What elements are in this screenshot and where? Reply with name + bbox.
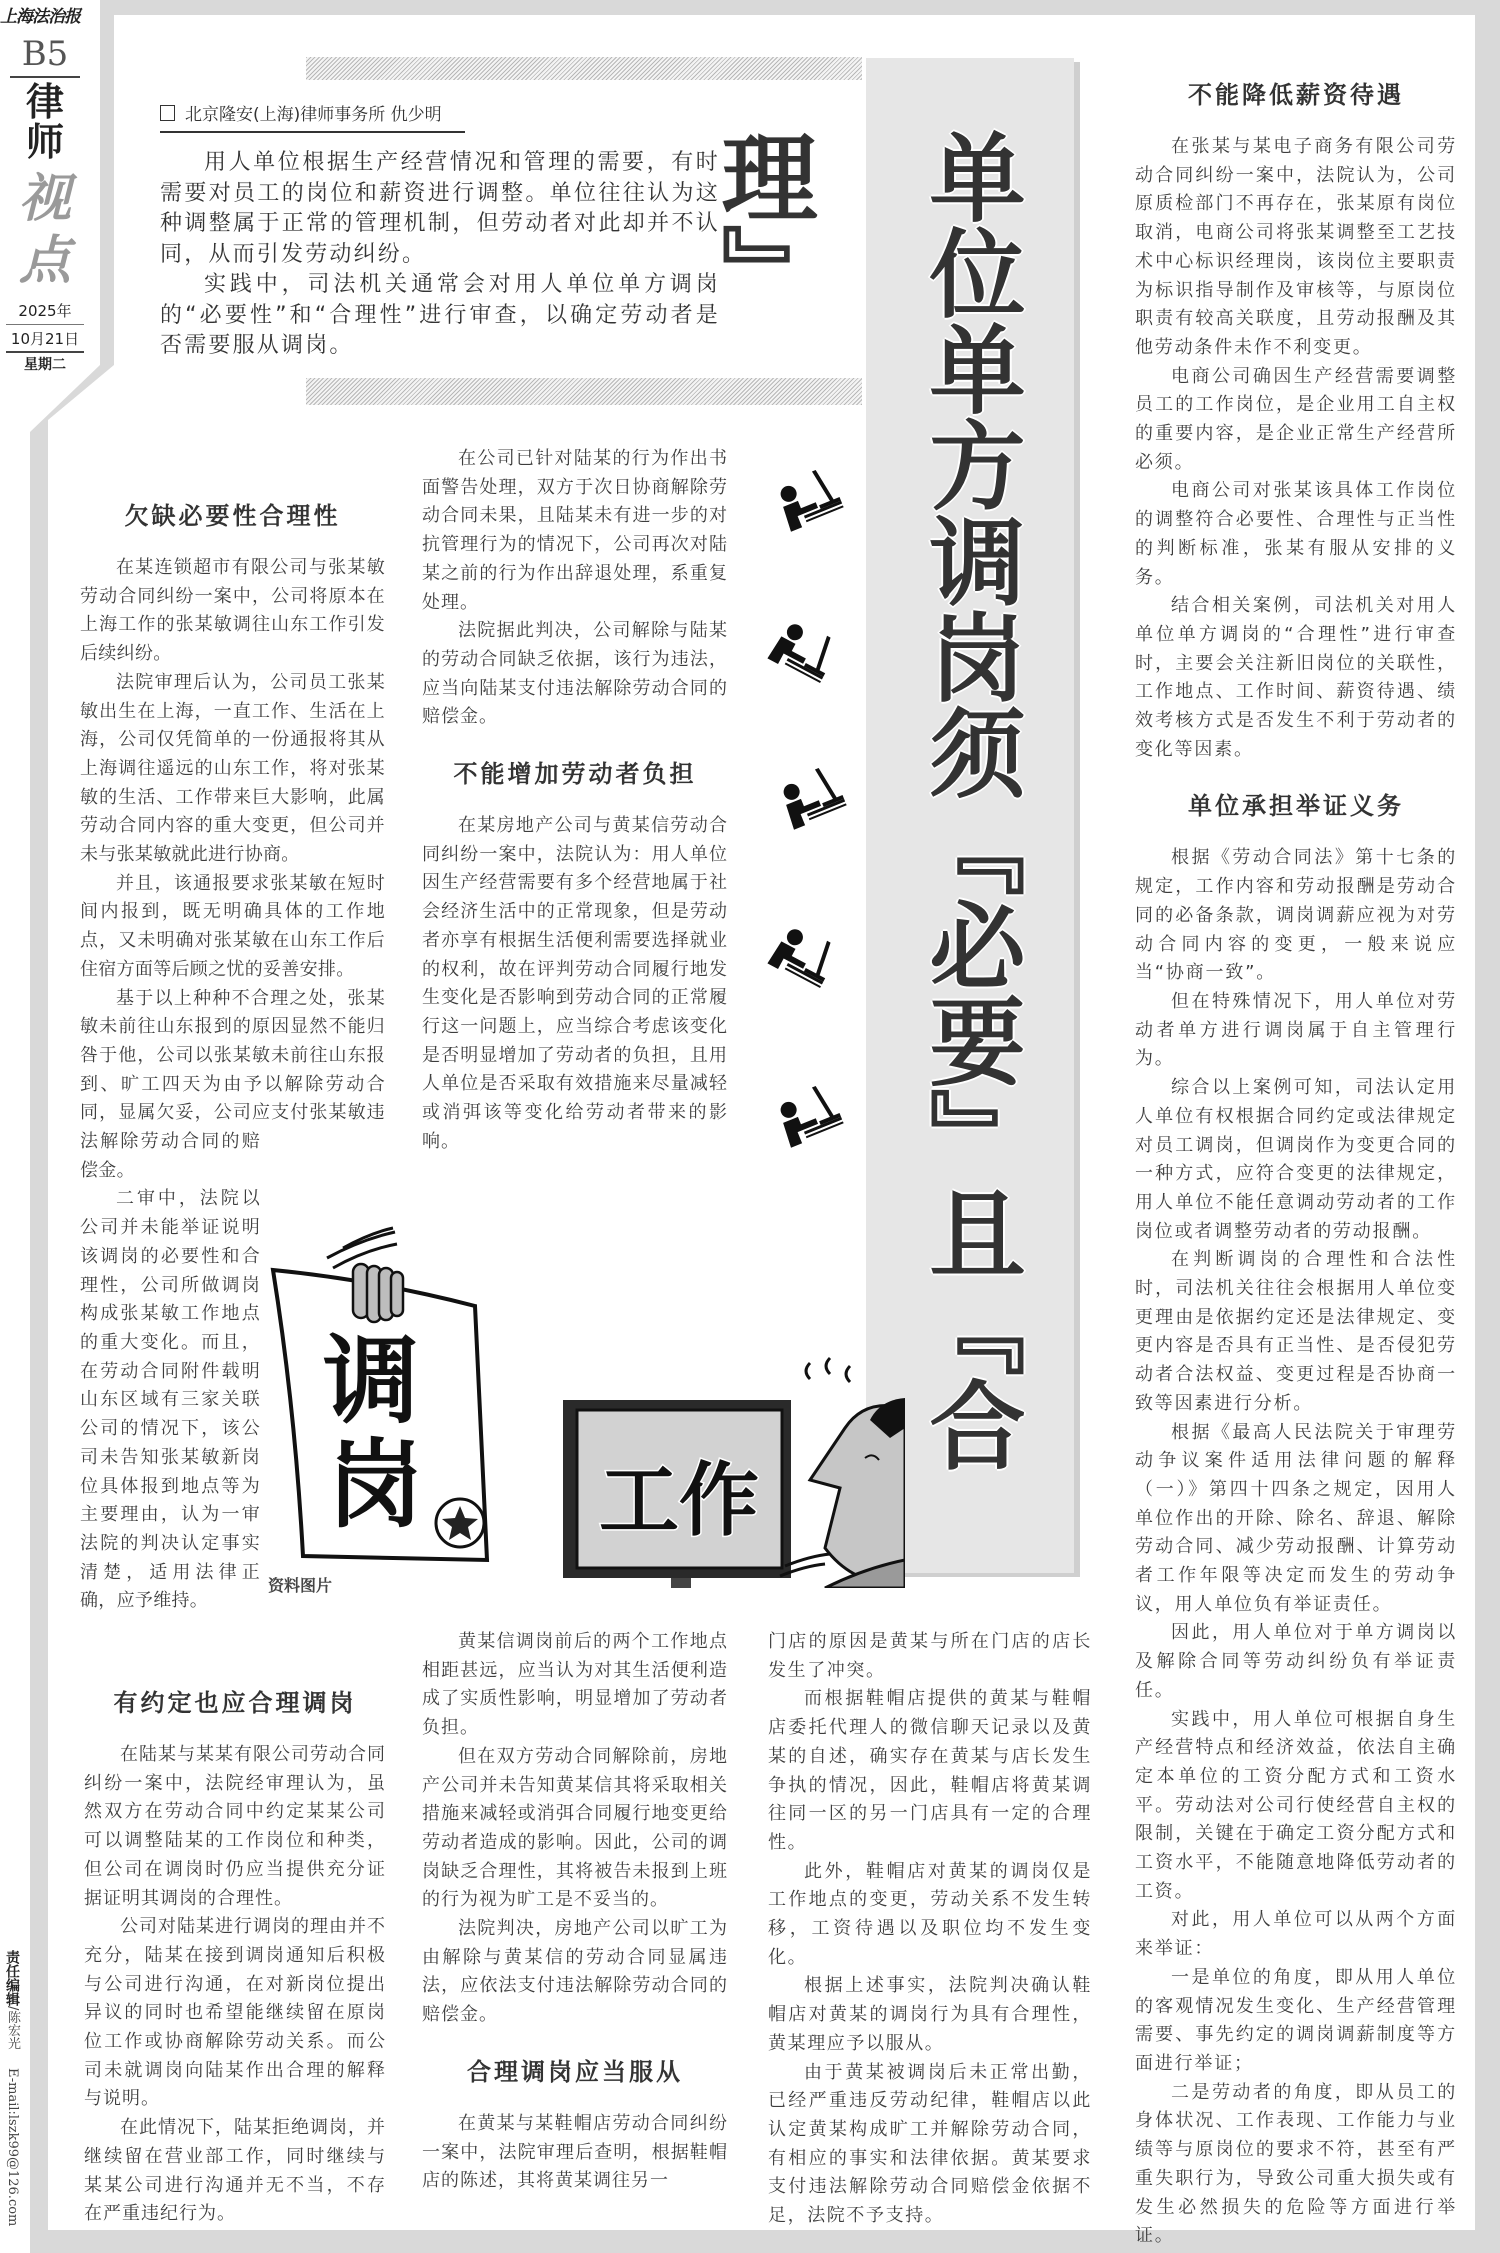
editor-credit: [2, 1950, 22, 2226]
author-byline: [160, 100, 465, 133]
paragraph: 在某连锁超市有限公司与张某敏劳动合同纠纷一案中，公司将原本在上海工作的张某敏调往山东工作引发后续纠纷。: [80, 557, 385, 665]
hatch-band-top: [306, 57, 862, 80]
paragraph: 因此，用人单位对于单方调岗以及解除合同等劳动纠纷负有举证责任。: [1135, 1622, 1457, 1701]
paragraph: 在黄某与某鞋帽店劳动合同纠纷一案中，法院审理后查明，根据鞋帽店的陈述，其将黄某调往另一: [422, 2112, 728, 2192]
paragraph: 根据《最高人民法院关于审理劳动争议案件适用法律问题的解释（一）》第四十四条之规定，因用人单位作出的开除、除名、辞退、解除劳动合同、减少劳动报酬、计算劳动者工作年限等决定而发生的劳动争议，用人单位负有举证责任。: [1135, 1421, 1457, 1615]
motion-lines: [327, 1228, 397, 1268]
worried-man: [780, 1358, 905, 1588]
page-number: B5: [10, 34, 80, 78]
paragraph: 公司对陆某进行调岗的理由并不充分，陆某在接到调岗通知后积极与公司进行沟通，在对新岗位提出异议的同时也希望能继续留在原岗位工作或协商解除劳动关系。而公司未就调岗向陆某作出合理的解释与说明。: [84, 1916, 386, 2110]
column-middle-bottom: [422, 1628, 728, 2196]
sign-text-work: 工作: [599, 1454, 759, 1547]
paragraph: 综合以上案例可知，司法认定用人单位有权根据合同约定或法律规定对员工调岗，但调岗作为变更合同的一种方式，应符合变更的法律规定，用人单位不能任意调动劳动者的工作岗位或者调整劳动者的劳动报酬。: [1135, 1077, 1457, 1242]
article-lead: [160, 148, 720, 362]
paragraph: 在此情况下，陆某拒绝调岗，并继续留在营业部工作，同时继续与某某公司进行沟通并无不当，不存在严重违纪行为。: [84, 2117, 386, 2225]
column-right: [1135, 79, 1457, 2251]
paragraph: 根据上述事实，法院判决确认鞋帽店对黄某的调岗行为具有合理性，黄某理应予以服从。: [768, 1975, 1092, 2054]
paragraph: 法院判决，房地产公司以旷工为由解除与黄某信的劳动合同显属违法，应依法支付违法解除劳动合同的赔偿金。: [422, 1918, 728, 2026]
section-heading: 不能降低薪资待遇: [1188, 81, 1404, 109]
paragraph: 而根据鞋帽店提供的黄某与鞋帽店委托代理人的微信聊天记录以及黄某的自述，确实存在黄某与店长发生争执的情况，因此，鞋帽店将黄某调往同一区的另一门店具有一定的合理性。: [768, 1688, 1092, 1853]
cartoon-illustration: [265, 1188, 905, 1588]
column-left-bottom: [84, 1687, 386, 2229]
paragraph: 对此，用人单位可以从两个方面来举证：: [1135, 1909, 1457, 1960]
paragraph: 在张某与某电子商务有限公司劳动合同纠纷一案中，法院认为，公司原质检部门不再存在，张某原有岗位取消，电商公司将张某调整至工艺技术中心标识经理岗，该岗位主要职责为标识指导制作及审核等，与原岗位职责有较高关联度，且劳动报酬及其他劳动条件未作不利变更。: [1135, 136, 1457, 358]
column-name-lawyer: 律师: [25, 80, 64, 164]
paragraph: 在判断调岗的合理性和合法性时，司法机关往往会根据用人单位变更理由是依据约定还是法律规定、变更内容是否具有正当性、是否侵犯劳动者合法权益、变更过程是否协商一致等因素进行分析。: [1135, 1249, 1457, 1414]
byline-text: 北京隆安(上海)律师事务所 仇少明: [185, 105, 442, 125]
paragraph: 但在特殊情况下，用人单位对劳动者单方进行调岗属于自主管理行为。: [1135, 990, 1457, 1070]
section-heading: 单位承担举证义务: [1188, 792, 1404, 821]
section-heading: 合理调岗应当服从: [467, 2057, 683, 2086]
paragraph: 电商公司对张某该具体工作岗位的调整符合必要性、合理性与正当性的判断标准，张某有服从安排的义务。: [1135, 480, 1457, 588]
paragraph: 基于以上种种不合理之处，张某敏未前往山东报到的原因显然不能归咎于他，公司以张某敏未前往山东报到、旷工四天为由予以解除劳动合同，显属欠妥，公司应支付张某敏违法解除劳动合同的赔偿金。: [80, 987, 385, 1181]
paragraph: 二是劳动者的角度，即从员工的身体状况、工作表现、工作能力与业绩等与原岗位的要求不符，甚至有严重失职行为，导致公司重大损失或有发生必然损失的危险等方面进行举证。: [1135, 2081, 1457, 2247]
section-heading: 欠缺必要性合理性: [124, 502, 341, 530]
paragraph: 此外，鞋帽店对黄某的调岗仅是工作地点的变更，劳动关系不发生转移，工资待遇以及职位均不发生变化。: [768, 1860, 1092, 1968]
hatch-band-bottom: [306, 378, 862, 405]
sign-post: [671, 1578, 691, 1588]
paragraph: 电商公司确因生产经营需要调整员工的工作岗位，是企业用工自主权的重要内容，是企业正常生产经营所必须。: [1135, 365, 1457, 473]
newspaper-logo: 上海法治报: [0, 7, 80, 27]
paragraph: 门店的原因是黄某与所在门店的店长发生了冲突。: [768, 1631, 1092, 1681]
paragraph: 并且，该通报要求张某敏在短时间内报到，既无明确具体的工作地点，又未明确对张某敏在山东工作后住宿方面等后顾之忧的妥善安排。: [80, 872, 385, 980]
image-caption: 资料图片: [268, 1576, 333, 1595]
paragraph: 由于黄某被调岗后未正常出勤，已经严重违反劳动纪律，鞋帽店以此认定黄某构成旷工并解除劳动合同，有相应的事实和法律依据。黄某要求支付违法解除劳动合同赔偿金依据不足，法院不予支持。: [768, 2061, 1092, 2227]
paragraph: 但在双方劳动合同解除前，房地产公司并未告知黄某信其将采取相关措施来减轻或消弭合同履行地变更给劳动者造成的影响。因此，公司的调岗缺乏合理性，其将被告未报到上班的行为视为旷工是不妥当的。: [422, 1745, 728, 1911]
issue-date: 10月21日: [6, 328, 84, 353]
paragraph: 在某房地产公司与黄某信劳动合同纠纷一案中，法院认为：用人单位因生产经营需要有多个经营地属于社会经济生活中的正常现象，但是劳动者亦享有根据生活便利需要选择就业的权利，故在评判劳动合同履行地发生变化是否影响到劳动合同的正常履行这一问题上，应当综合考虑该变化是否明显增加了劳动者的负担，且用人单位是否采取有效措施来尽量减轻或消弭该等变化给劳动者带来的影响。: [422, 815, 728, 1152]
paragraph: 结合相关案例，司法机关对用人单位单方调岗的“合理性”进行审查时，主要会关注新旧岗位的关联性，工作地点、工作时间、薪资待遇、绩效考核方式是否发生不利于劳动者的变化等因素。: [1135, 595, 1457, 760]
lead-paragraph: 用人单位根据生产经营情况和管理的需要，有时需要对员工的岗位和薪资进行调整。单位往往认为这种调整属于正常的管理机制，但劳动者对此却并不认同，从而引发劳动纠纷。: [160, 150, 720, 267]
lead-paragraph: 实践中，司法机关通常会对用人单位单方调岗的“必要性”和“合理性”进行审查，以确定劳动者是否需要服从调岗。: [160, 272, 720, 358]
paragraph: 根据《劳动合同法》第十七条的规定，工作内容和劳动报酬是劳动合同的必备条款，调岗调薪应视为对劳动合同内容的变更，一般来说应当“协商一致”。: [1135, 847, 1457, 984]
section-heading: 有约定也应合理调岗: [113, 1689, 357, 1717]
stamp-icon: [436, 1499, 484, 1547]
byline-box-icon: [160, 105, 175, 121]
editor-label: 责任编辑: [4, 1950, 20, 2006]
editor-email: E-mail:lszk99@126.com: [5, 2067, 20, 2226]
paragraph: 在陆某与某某有限公司劳动合同纠纷一案中，法院经审理认为，虽然双方在劳动合同中约定某某公司可以调整陆某的工作岗位和种类，但公司在调岗时仍应当提供充分证据证明其调岗的合理性。: [84, 1744, 386, 1909]
issue-year: 2025年: [6, 300, 84, 325]
paper-text-diao: 调: [323, 1325, 419, 1437]
paragraph: 实践中，用人单位可根据自身生产经营特点和经济效益，依法自主确定本单位的工资分配方式和工资水平。劳动法对公司行使经营自主权的限制，关键在于确定工资分配方式和工资水平，不能随意地降低劳动者的工资。: [1135, 1708, 1457, 1902]
section-heading: 不能增加劳动者负担: [453, 760, 697, 789]
paragraph: 法院审理后认为，公司员工张某敏出生在上海，一直工作、生活在上海，公司仅凭简单的一份通报将其从上海调往遥远的山东工作，将对张某敏的生活、工作带来巨大影响，此属劳动合同内容的重大变更，但公司并未与张某敏就此进行协商。: [80, 671, 385, 866]
issue-weekday: 星期二: [24, 357, 66, 373]
editor-name: /陈宏光: [5, 2006, 20, 2050]
column-center-bottom: [768, 1628, 1092, 2231]
column-middle-top: [422, 445, 728, 1156]
paragraph: 在公司已针对陆某的行为作出书面警告处理，双方于次日协商解除劳动合同未果，且陆某未有进一步的对抗管理行为的情况下，公司再次对陆某之前的行为作出辞退处理，系重复处理。: [422, 448, 728, 613]
paper-text-gang: 岗: [327, 1429, 423, 1541]
column-name-viewpoint: 视点: [18, 168, 71, 291]
paragraph: 一是单位的角度，即从用人单位的客观情况发生变化、生产经营管理需要、事先约定的调岗调薪制度等方面进行举证；: [1135, 1966, 1457, 2074]
paragraph: 黄某信调岗前后的两个工作地点相距甚远，应当认为对其生活便利造成了实质性影响，明显增加了劳动者负担。: [422, 1631, 728, 1739]
paragraph: 法院据此判决，公司解除与陆某的劳动合同缺乏依据，该行为违法，应当向陆某支付违法解除劳动合同的赔偿金。: [422, 620, 728, 728]
headline: 单位单方调岗须『必要』且『合理』: [706, 128, 1027, 1472]
paragraph: 二审中，法院以公司并未能举证说明该调岗的必要性和合理性，公司所做调岗构成张某敏工作地点的重大变化。而且，在劳动合同附件载明山东区域有三家关联公司的情况下，该公司未告知张某敏新岗位具体报到地点等为主要理由，认为一审法院的判决认定事实清楚，适用法律正确，应予维持。: [80, 1188, 260, 1612]
hand: [353, 1264, 403, 1322]
